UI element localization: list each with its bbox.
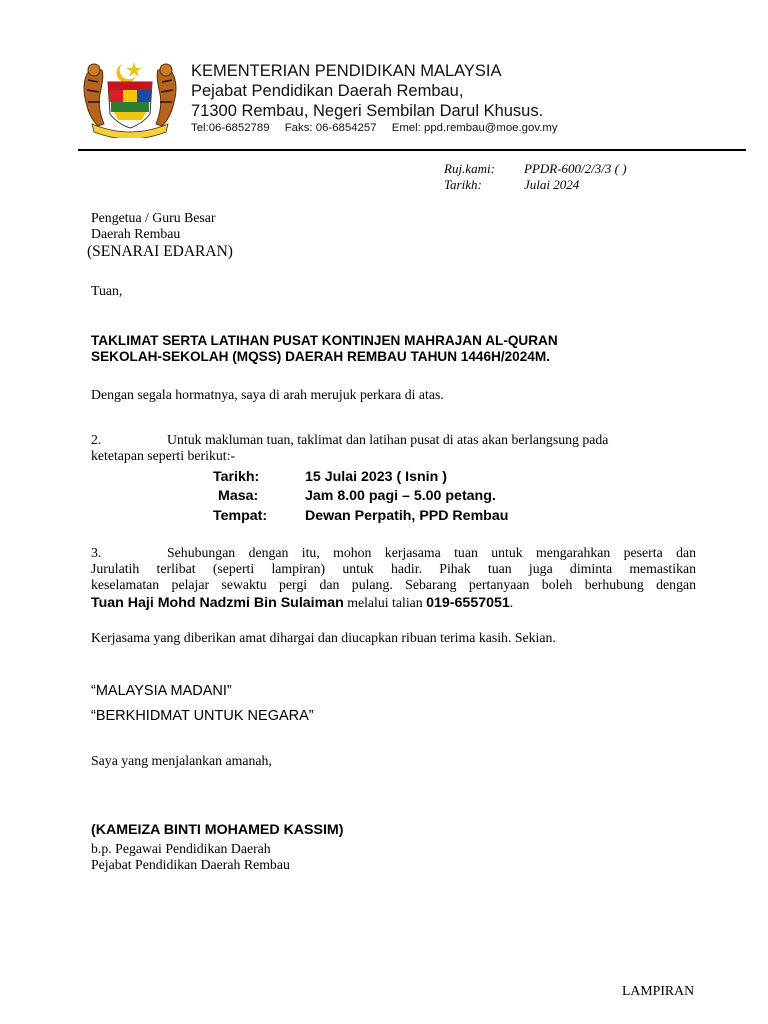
office-name: Pejabat Pendidikan Daerah Rembau, — [191, 82, 464, 100]
subject-line-1: TAKLIMAT SERTA LATIHAN PUSAT KONTINJEN MAHRAJAN AL-QURAN — [91, 333, 558, 348]
paragraph-2-line-2: ketetapan seperti berikut:- — [91, 448, 236, 463]
closing-line: Saya yang menjalankan amanah, — [91, 753, 272, 768]
recipient-line-3: (SENARAI EDARAN) — [87, 243, 233, 260]
paragraph-3-line-1: Sehubungan dengan itu, mohon kerjasama tuan untuk mengarahkan peserta dan — [167, 545, 696, 560]
contact-person: Tuan Haji Mohd Nadzmi Bin Sulaiman — [91, 595, 344, 611]
signatory-office: Pejabat Pendidikan Daerah Rembau — [91, 857, 290, 872]
paragraph-3-number: 3. — [91, 545, 102, 560]
paragraph-3-line-4: Tuan Haji Mohd Nadzmi Bin Sulaiman melalui talian 019-6557051. — [91, 595, 514, 611]
paragraph-1: Dengan segala hormatnya, saya di arah merujuk perkara di atas. — [91, 387, 444, 402]
signatory-title: b.p. Pegawai Pendidikan Daerah — [91, 841, 271, 856]
slogan-berkhidmat: “BERKHIDMAT UNTUK NEGARA” — [91, 708, 314, 724]
paragraph-4: Kerjasama yang diberikan amat dihargai dan diucapkan ribuan terima kasih. Sekian. — [91, 630, 556, 645]
contact-phone: 019-6557051 — [426, 595, 510, 611]
detail-label-venue: Tempat: — [213, 508, 268, 524]
ministry-name: KEMENTERIAN PENDIDIKAN MALAYSIA — [191, 62, 502, 80]
subject-line-2: SEKOLAH-SEKOLAH (MQSS) DAERAH REMBAU TAHUN 1446H/2024M. — [91, 349, 550, 364]
detail-value-date: 15 Julai 2023 ( Isnin ) — [305, 469, 447, 485]
letterhead-divider — [78, 149, 746, 151]
detail-value-venue: Dewan Perpatih, PPD Rembau — [305, 508, 509, 524]
telephone: Tel:06-6852789 — [191, 122, 270, 134]
detail-label-time: Masa: — [218, 488, 259, 504]
malaysia-coat-of-arms-icon — [78, 58, 182, 138]
paragraph-2-number: 2. — [91, 432, 102, 447]
attachment-label: LAMPIRAN — [622, 983, 695, 998]
paragraph-2-line-1: Untuk makluman tuan, taklimat dan latihan pusat di atas akan berlangsung pada — [167, 432, 609, 447]
detail-label-date: Tarikh: — [213, 469, 260, 485]
reference-number: Ruj.kami: PPDR-600/2/3/3 ( ) — [444, 161, 627, 176]
office-address: 71300 Rembau, Negeri Sembilan Darul Khusus. — [191, 102, 544, 120]
fax: Faks: 06-6854257 — [284, 122, 377, 134]
recipient-line-1: Pengetua / Guru Besar — [91, 210, 216, 225]
signatory-name: (KAMEIZA BINTI MOHAMED KASSIM) — [91, 822, 344, 838]
contact-line — [191, 122, 570, 134]
slogan-malaysia-madani: “MALAYSIA MADANI” — [91, 683, 232, 699]
paragraph-3-line-2: Jurulatih terlibat (seperti lampiran) untuk hadir. Pihak tuan juga diminta memastikan — [91, 561, 696, 576]
reference-date: Tarikh: Julai 2024 — [444, 177, 580, 192]
salutation: Tuan, — [91, 283, 123, 298]
detail-value-time: Jam 8.00 pagi – 5.00 petang. — [305, 488, 496, 504]
recipient-line-2: Daerah Rembau — [91, 226, 181, 241]
email: Emel: ppd.rembau@moe.gov.my — [391, 122, 558, 134]
paragraph-3-line-3: keselamatan pelajar sewaktu pergi dan pulang. Sebarang pertanyaan boleh berhubung dengan — [91, 577, 696, 592]
